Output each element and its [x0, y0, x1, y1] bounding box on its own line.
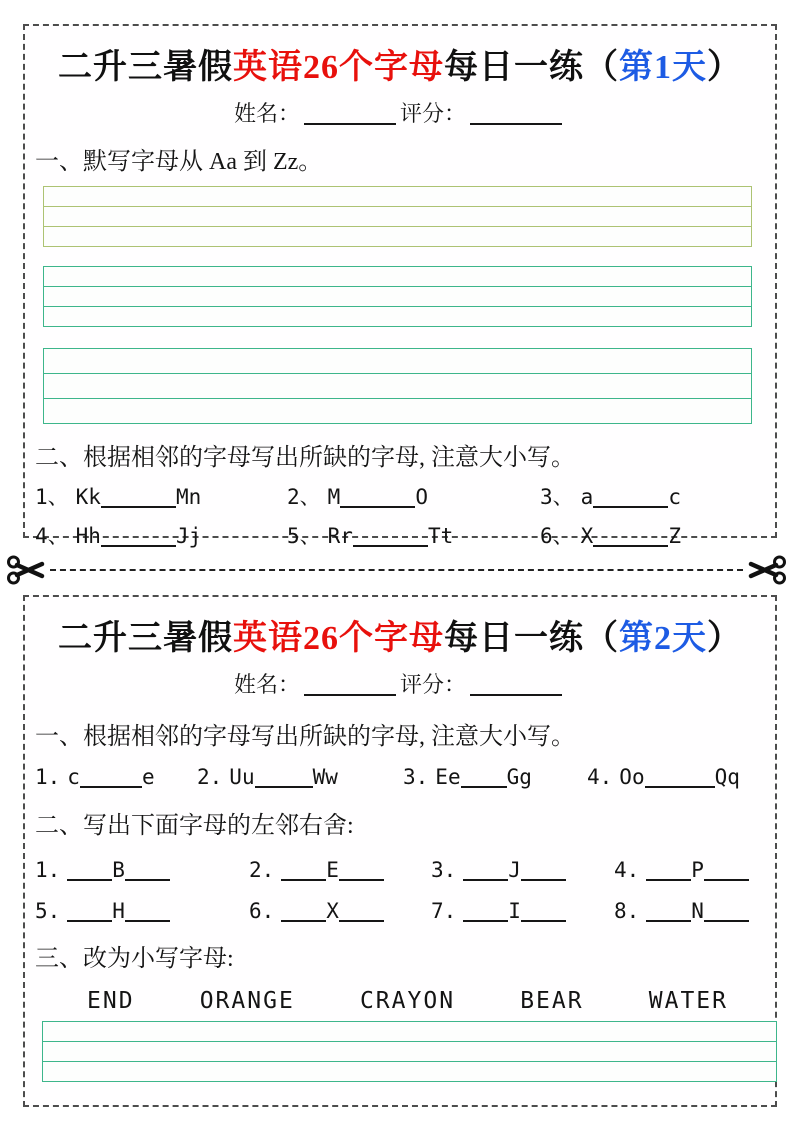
score-label: 评分： [400, 672, 467, 697]
item-number: 1. [35, 858, 61, 882]
item-pre-letters: Ee [435, 765, 461, 789]
word-item: WATER [648, 988, 728, 1014]
item-number: 3. [403, 765, 429, 789]
section-one-heading: 一、默写字母从 Aa 到 Zz。 [35, 149, 323, 175]
answer-blank [461, 772, 507, 788]
exercise-item [614, 858, 749, 882]
answer-blank [340, 492, 415, 508]
item-post-letters: Ww [312, 765, 338, 789]
item-pre-letters: Kk [75, 485, 101, 509]
title-day-badge: 第2天 [619, 620, 707, 657]
word-item: END [87, 988, 135, 1014]
page-title [25, 39, 775, 88]
exercise-item [35, 520, 287, 550]
title-day-badge: 第1天 [619, 49, 707, 86]
item-number: 2、 [287, 485, 321, 509]
exercise-item [614, 899, 749, 923]
score-label: 评分： [400, 101, 467, 126]
writing-line-row [44, 227, 751, 246]
name-blank-field [304, 109, 396, 125]
word-item: BEAR [520, 988, 584, 1014]
title-highlight: 英语26个字母 [233, 620, 444, 657]
item-number: 6、 [540, 524, 574, 548]
exercise-item [249, 899, 431, 923]
item-letter: P [691, 858, 704, 882]
answer-blank [646, 906, 691, 922]
item-number: 4、 [35, 524, 69, 548]
item-post-letters: Jj [175, 524, 202, 548]
exercise-item [35, 481, 287, 511]
writing-line-row [44, 267, 751, 287]
item-letter: H [112, 899, 125, 923]
item-number: 2. [197, 765, 223, 789]
writing-line-row [44, 349, 751, 374]
title-highlight: 英语26个字母 [233, 49, 444, 86]
item-letter: X [326, 899, 339, 923]
section-one-heading: 一、根据相邻的字母写出所缺的字母, 注意大小写。 [35, 724, 575, 750]
exercise-item [587, 765, 740, 789]
writing-line-row [43, 1042, 776, 1062]
exercise-item [287, 520, 540, 550]
item-number: 5、 [287, 524, 321, 548]
item-number: 3、 [540, 485, 574, 509]
section-two-heading: 二、写出下面字母的左邻右舍: [35, 813, 354, 839]
item-pre-letters: X [580, 524, 594, 548]
answer-blank [281, 906, 326, 922]
title-prefix: 二升三暑假 [58, 620, 233, 657]
writing-line-row [44, 207, 751, 227]
answer-blank [281, 865, 326, 881]
answer-blank [125, 906, 170, 922]
item-pre-letters: Hh [75, 524, 101, 548]
item-pre-letters: Rr [327, 524, 353, 548]
exercise-item [35, 858, 249, 882]
name-blank-field [304, 680, 396, 696]
item-letter: I [508, 899, 521, 923]
exercise-row [35, 899, 775, 923]
answer-blank [125, 865, 170, 881]
answer-blank [704, 865, 749, 881]
answer-blank [67, 906, 112, 922]
item-post-letters: Gg [506, 765, 532, 789]
item-number: 5. [35, 899, 61, 923]
name-label: 姓名： [233, 101, 300, 126]
worksheet-day1 [23, 24, 777, 548]
page-title [25, 610, 775, 659]
writing-line-row [44, 287, 751, 307]
item-post-letters: Mn [175, 485, 202, 509]
item-post-letters: Qq [714, 765, 740, 789]
writing-line-row [44, 374, 751, 399]
item-pre-letters: c [67, 765, 80, 789]
item-letter: J [508, 858, 521, 882]
answer-blank [463, 906, 508, 922]
item-number: 6. [249, 899, 275, 923]
writing-line-row [44, 187, 751, 207]
title-prefix: 二升三暑假 [58, 49, 233, 86]
answer-blank [463, 865, 508, 881]
uppercase-words-row [25, 988, 775, 1014]
cut-divider [6, 550, 787, 590]
item-pre-letters: M [327, 485, 341, 509]
answer-blank [339, 865, 384, 881]
exercise-item [35, 765, 197, 789]
exercise-item [540, 481, 681, 511]
scissors-icon [6, 554, 48, 586]
item-pre-letters: Uu [229, 765, 255, 789]
exercise-item [431, 858, 614, 882]
dashed-cut-line [50, 569, 743, 571]
title-paren-close: ） [707, 620, 742, 657]
item-number: 3. [431, 858, 457, 882]
name-score-row [25, 97, 775, 128]
name-score-row [25, 668, 775, 699]
item-post-letters: Z [668, 524, 681, 548]
answer-blank [339, 906, 384, 922]
section-two-heading: 二、根据相邻的字母写出所缺的字母, 注意大小写。 [35, 445, 575, 471]
title-paren-close: ） [707, 49, 742, 86]
exercise-item [287, 481, 540, 511]
writing-grid-green [43, 348, 752, 424]
worksheet-day2 [23, 595, 777, 1107]
exercise-row [35, 858, 775, 882]
title-suffix: 每日一练 [444, 49, 584, 86]
item-post-letters: e [141, 765, 155, 789]
answer-blank [593, 492, 668, 508]
item-pre-letters: Oo [619, 765, 645, 789]
answer-blank [67, 865, 112, 881]
item-number: 1. [35, 765, 61, 789]
answer-blank [101, 492, 176, 508]
exercise-item [431, 899, 614, 923]
answer-blank [646, 865, 691, 881]
exercise-item [403, 765, 587, 789]
answer-blank [101, 531, 176, 547]
exercise-item [35, 899, 249, 923]
writing-line-row [43, 1022, 776, 1042]
word-item: CRAYON [359, 988, 456, 1014]
item-number: 4. [587, 765, 613, 789]
answer-blank [353, 531, 428, 547]
title-paren-open: （ [584, 620, 619, 657]
item-pre-letters: a [580, 485, 594, 509]
item-letter: B [112, 858, 125, 882]
score-blank-field [470, 680, 562, 696]
writing-line-row [43, 1062, 776, 1081]
item-number: 2. [249, 858, 275, 882]
writing-grid-olive [43, 186, 752, 247]
item-letter: E [326, 858, 339, 882]
answer-blank [521, 865, 566, 881]
writing-line-row [44, 307, 751, 326]
exercise-item [197, 765, 403, 789]
exercise-row [35, 481, 775, 511]
item-letter: N [691, 899, 704, 923]
item-number: 4. [614, 858, 640, 882]
exercise-item [540, 520, 681, 550]
answer-blank [80, 772, 142, 788]
writing-grid-green [42, 1021, 777, 1082]
answer-blank [521, 906, 566, 922]
word-item: ORANGE [199, 988, 295, 1014]
answer-blank [645, 772, 715, 788]
item-post-letters: O [415, 485, 428, 509]
title-paren-open: （ [584, 49, 619, 86]
item-post-letters: c [668, 485, 681, 509]
exercise-item [249, 858, 431, 882]
title-suffix: 每日一练 [444, 620, 584, 657]
item-number: 1、 [35, 485, 69, 509]
exercise-row [35, 520, 775, 550]
name-label: 姓名： [233, 672, 300, 697]
item-post-letters: Tt [427, 524, 454, 548]
score-blank-field [470, 109, 562, 125]
scissors-icon [745, 554, 787, 586]
exercise-row [35, 765, 775, 789]
section-three-heading: 三、改为小写字母: [35, 946, 234, 972]
item-number: 8. [614, 899, 640, 923]
answer-blank [704, 906, 749, 922]
item-number: 7. [431, 899, 457, 923]
answer-blank [593, 531, 668, 547]
writing-line-row [44, 399, 751, 423]
answer-blank [255, 772, 313, 788]
writing-grid-green [43, 266, 752, 327]
